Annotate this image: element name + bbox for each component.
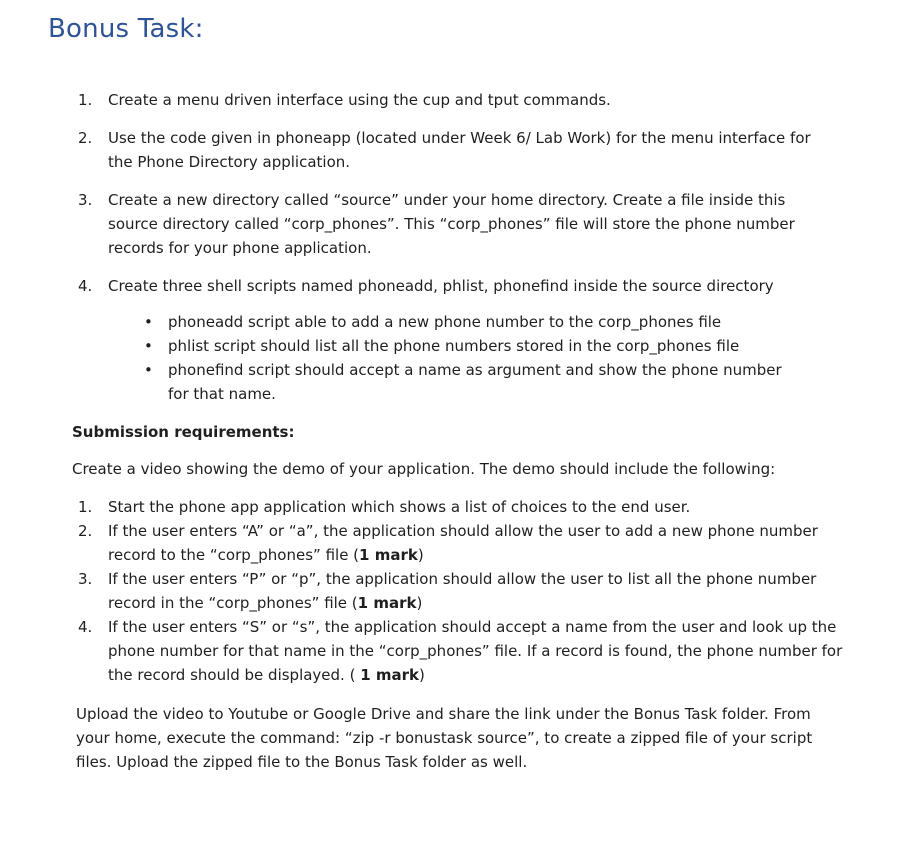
script-item-phonefind bbox=[138, 358, 798, 406]
task-item-4 bbox=[78, 274, 838, 298]
script-item-phlist bbox=[138, 334, 798, 358]
mark-close: ) bbox=[419, 666, 425, 684]
task-text: Create a new directory called “source” under your home directory. Create a file inside this source directory called “corp_phones”. This “corp_phones” file will store the phone number records for your phone application. bbox=[108, 191, 795, 257]
submission-step-2 bbox=[78, 519, 828, 567]
task-number: 3. bbox=[78, 191, 93, 209]
submission-step-1 bbox=[78, 495, 828, 519]
step-text: If the user enters “P” or “p”, the application should allow the user to list all the phone number record in the “corp_phones” file ( bbox=[108, 570, 817, 612]
step-text: Start the phone app application which shows a list of choices to the end user. bbox=[108, 498, 691, 516]
mark-label: 1 mark bbox=[359, 546, 418, 564]
mark-close: ) bbox=[417, 546, 424, 564]
bullet: • bbox=[144, 337, 153, 355]
task-text: Create a menu driven interface using the cup and tput commands. bbox=[108, 91, 611, 109]
task-number: 2. bbox=[78, 129, 93, 147]
step-text: If the user enters “S” or “s”, the application should accept a name from the user and look up the phone number for that name in the “corp_phones” file. If a record is found, the phone number for the record should be displayed. ( bbox=[108, 618, 843, 684]
mark-close: ) bbox=[416, 594, 423, 612]
step-text: If the user enters “A” or “a”, the application should allow the user to add a new phone number record to the “corp_phones” file ( bbox=[108, 522, 818, 564]
submission-heading: Submission requirements: bbox=[72, 423, 295, 441]
task-list bbox=[78, 88, 838, 298]
step-number: 4. bbox=[78, 618, 93, 636]
submission-steps bbox=[78, 495, 843, 687]
upload-instructions: Upload the video to Youtube or Google Drive and share the link under the Bonus Task folder. From your home, execute the command: “zip -r bonustask source”, to create a zipped file of your script files. Upload the zipped file to the Bonus Task folder as well. bbox=[76, 705, 813, 771]
mark-label: 1 mark bbox=[357, 594, 417, 612]
task-item-3 bbox=[78, 188, 808, 260]
task-item-1 bbox=[78, 88, 838, 112]
task-text: Use the code given in phoneapp (located under Week 6/ Lab Work) for the menu interface for the Phone Directory application. bbox=[108, 129, 811, 171]
submission-step-3 bbox=[78, 567, 828, 615]
page-title: Bonus Task: bbox=[48, 14, 204, 44]
step-number: 1. bbox=[78, 498, 93, 516]
mark-label: 1 mark bbox=[360, 666, 420, 684]
submission-intro: Create a video showing the demo of your application. The demo should include the following: bbox=[72, 460, 776, 478]
task-number: 1. bbox=[78, 91, 93, 109]
step-number: 2. bbox=[78, 522, 93, 540]
script-text: phoneadd script able to add a new phone number to the corp_phones file bbox=[168, 313, 722, 331]
step-number: 3. bbox=[78, 570, 93, 588]
script-text: phonefind script should accept a name as argument and show the phone number for that name. bbox=[168, 361, 782, 403]
script-item-phoneadd bbox=[138, 310, 798, 334]
bullet: • bbox=[144, 361, 153, 379]
script-text: phlist script should list all the phone numbers stored in the corp_phones file bbox=[168, 337, 740, 355]
task-text: Create three shell scripts named phoneadd, phlist, phonefind inside the source directory bbox=[108, 277, 774, 295]
task-number: 4. bbox=[78, 277, 93, 295]
bullet: • bbox=[144, 313, 153, 331]
submission-step-4 bbox=[78, 615, 848, 687]
script-list bbox=[138, 310, 798, 406]
task-item-2 bbox=[78, 126, 823, 174]
